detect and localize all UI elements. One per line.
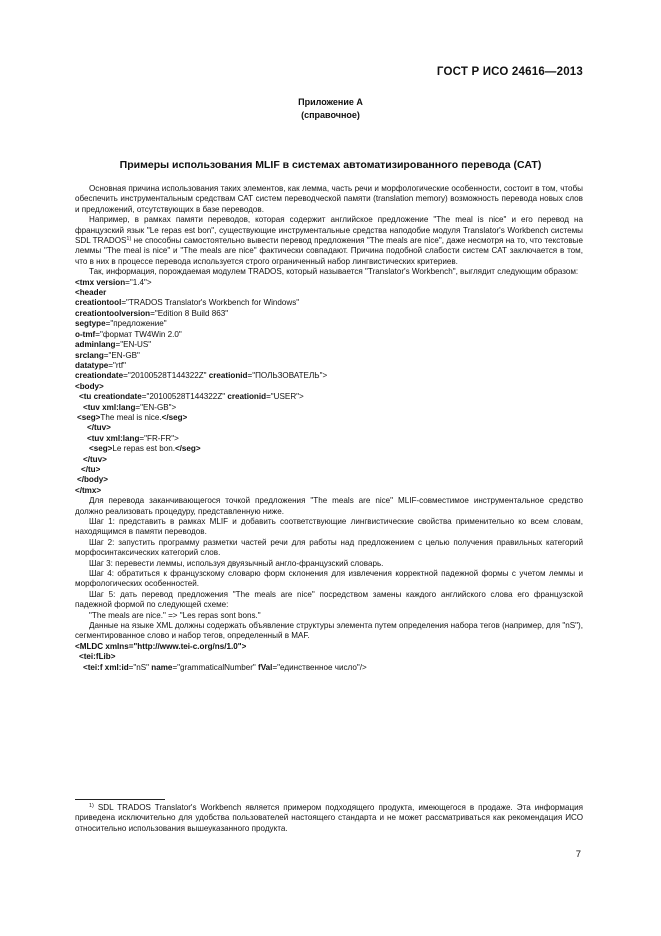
tmx-code-block <box>75 278 583 497</box>
annex-heading <box>0 96 661 122</box>
body-text <box>75 184 583 673</box>
paragraph: Данные на языке XML должны содержать объявление структуры элемента путем определения набора тегов (например, для "nS"), сегментированное слово и набор тегов, определенный в MAF. <box>75 621 583 641</box>
paragraph-with-footnote <box>75 215 583 267</box>
code-line: <tu creationdate="20100528T144322Z" creationid="USER"> <box>79 392 304 402</box>
code-line: <header <box>75 288 107 298</box>
code-line: datatype="rtf" <box>75 360 126 370</box>
footnote <box>75 803 583 834</box>
code-line: <tei:f xml:id="nS" name="grammaticalNumber" fVal="единственное число"/> <box>83 662 367 672</box>
code-line: creationtoolversion="Edition 8 Build 863" <box>75 308 229 318</box>
step-3: Шаг 3: перевести леммы, используя двуязычный англо-французский словарь. <box>89 558 384 568</box>
code-line: <tei:fLib> <box>79 652 116 662</box>
step-1: Шаг 1: представить в рамках MLIF и добавить соответствующие лингвистические свойства применительно ко всем словам, находящимся в памяти переводов. <box>75 517 583 537</box>
step-2: Шаг 2: запустить программу разметки частей речи для работы над предложением с целью получения правильных категорий морфосинтаксических категорий слов. <box>75 537 583 558</box>
paragraph: Основная причина использования таких элементов, как лемма, часть речи и морфологические особенности, состоит в том, чтобы обеспечить инструментальным средствам САТ систем переводческой памяти (translation memory) возможность перевода новых слов и предложений, отсутствующих в базе переводов. <box>75 184 583 214</box>
paragraph-text: не способны самостоятельно вывести перевод предложения "The meals are nice", даже несмотря на то, что текстовые леммы "The meal is nice" и "The meals are nice" фактически совпадают. Причина подобной слабости систем САТ заключается в том, что в них в процессе перевода используется строго ограниченный набор лингвистических критериев. <box>75 236 583 266</box>
step-5: Шаг 5: дать перевод предложения "The meals are nice" посредством замены каждого английского слова его французской падежной формой по следующей схеме: <box>75 589 583 610</box>
footnote-marker: 1) <box>89 803 94 809</box>
code-line: <seg>The meal is nice.</seg> <box>77 412 188 422</box>
code-line: segtype="предложение" <box>75 319 167 329</box>
code-line: srclang="EN-GB" <box>75 350 140 360</box>
code-line: creationdate="20100528T144322Z" creationid="ПОЛЬЗОВАТЕЛЬ"> <box>75 371 328 381</box>
translation-scheme: "The meals are nice." => "Les repas sont bons." <box>89 610 261 620</box>
code-line: <body> <box>75 381 104 391</box>
annex-type: (справочное) <box>301 110 360 120</box>
code-line: creationtool="TRADOS Translator's Workbench for Windows" <box>75 298 300 308</box>
paragraph-text: Например, в рамках памяти переводов, которая содержит английское предложение "The meal is nice" и его перевод на французский язык "Le repas est bon", существующие инструментальные средства наподобие модуля Translator's Workbench системы SDL TRADOS <box>75 215 583 246</box>
footnote-text: SDL TRADOS Translator's Workbench является примером подходящего продукта, имеющегося в продаже. Эта информация приведена исключительно для удобства пользователей настоящего стандарта и не может рассматриваться как рекомендация ИСО относительно использования вышеуказанного продукта. <box>75 803 583 833</box>
code-line: </tuv> <box>87 423 111 433</box>
code-line: o-tmf="формат TW4Win 2.0" <box>75 329 182 339</box>
code-line: <seg>Le repas est bon.</seg> <box>89 444 201 454</box>
footnote-separator <box>75 799 165 800</box>
code-line: adminlang="EN-US" <box>75 340 152 350</box>
step-4: Шаг 4: обратиться к французскому словарю форм склонения для извлечения корректной падежной формы с учетом леммы и морфологических особенностей. <box>75 569 583 589</box>
code-line: <tmx version="1.4"> <box>75 277 152 287</box>
standard-designation: ГОСТ Р ИСО 24616—2013 <box>436 66 583 78</box>
page-number: 7 <box>575 849 581 860</box>
annex-label: Приложение А <box>298 97 363 107</box>
code-line: <tuv xml:lang="EN-GB"> <box>83 402 177 412</box>
code-line: <tuv xml:lang="FR-FR"> <box>87 433 179 443</box>
paragraph: Для перевода заканчивающегося точкой предложения "The meals are nice" MLIF-совместимое инструментальное средство должно реализовать процедуру, представленную ниже. <box>75 496 583 516</box>
code-line: <MLDC xmlns="http://www.tei-c.org/ns/1.0"> <box>75 641 247 651</box>
footnote-ref: 1) <box>126 236 132 243</box>
mlif-code-block <box>75 642 583 673</box>
section-title: Примеры использования MLIF в системах автоматизированного перевода (САТ) <box>119 159 542 171</box>
code-line: </tu> <box>81 464 101 474</box>
code-line: </body> <box>77 475 109 485</box>
paragraph: Так, информация, порождаемая модулем TRADOS, который называется "Translator's Workbench", выглядит следующим образом: <box>89 267 579 277</box>
code-line: </tuv> <box>83 454 107 464</box>
code-line: </tmx> <box>75 485 102 495</box>
